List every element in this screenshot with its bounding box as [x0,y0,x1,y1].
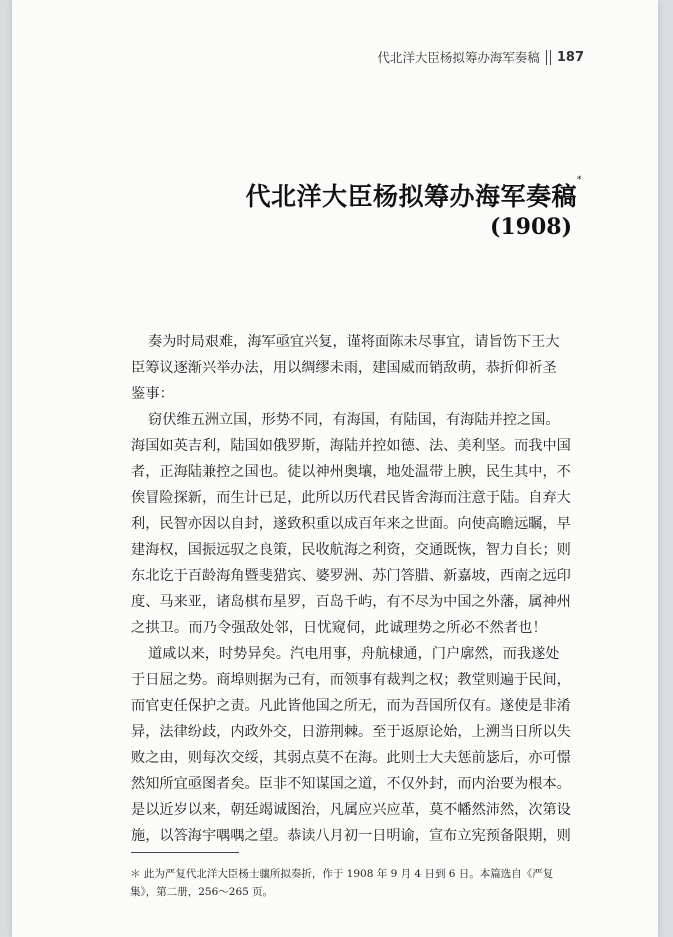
footnote-line: 集》，第二册，256～265 页。 [130,886,274,898]
article-title-text: 代北洋大臣杨拟筹办海军奏稿 [245,182,577,211]
header-divider [546,50,551,65]
body-line: 建海权，国振远驭之良策，民收航海之利资，交通既恢，智力自长；则 [131,542,571,558]
body-line: 者，正海陆兼控之国也。徒以神州奥壤，地处温带上腴，民生其中，不 [131,464,571,480]
document-page [12,0,658,937]
body-line: 利，民智亦因以自封，遂致积重以成百年来之世面。向使高瞻远瞩，早 [131,516,571,532]
body-line: 败之由，则每次交绥，其弱点莫不在海。此则士大夫惩前毖后，亦可憬 [131,750,571,766]
body-line: 而官吏任保护之责。凡此皆他国之所无，而为吾国所仅有。遂使是非淆 [131,698,571,714]
body-line: 道咸以来，时势异矣。汽电用事，舟航棣通，门户廓然，而我遂处 [148,646,560,662]
body-line: 然知所宜亟图者矣。臣非不知谋国之道，不仅外封，而内治要为根本。 [131,776,571,792]
footnote-marker: * [577,175,582,185]
body-line: 是以近岁以来，朝廷竭诚图治，凡属应兴应革，莫不幡然沛然，次第设 [131,802,571,818]
footnote-line: ＊ 此为严复代北洋大臣杨士骧所拟奏折，作于 1908 年 9 月 4 日到 6 日。本篇选自《严复 [130,868,554,880]
article-year: (1908) [489,214,572,240]
body-line: 窃伏维五洲立国，形势不同，有海国，有陆国，有海陆并控之国。 [148,412,560,428]
article-title [245,177,582,213]
body-line: 异，法律纷歧，内政外交，日游荆棘。至于返原论始，上溯当日所以失 [131,724,571,740]
body-line: 施，以答海宇喁喁之望。恭读八月初一日明谕，宣布立宪预备限期，则 [131,828,571,844]
body-line: 臣筹议逐渐兴举办法，用以绸缪未雨，建国威而销敌萌，恭折仰祈圣 [131,360,557,376]
body-line: 鉴事： [131,386,175,402]
body-line: 奏为时局艰难，海军亟宜兴复，谨将面陈未尽事宜，请旨饬下王大 [148,334,560,350]
running-header [377,48,584,66]
running-title: 代北洋大臣杨拟筹办海军奏稿 [377,50,540,65]
body-line: 之拱卫。而乃令强敌处邻，日忧窥伺，此诚理势之所必不然者也！ [131,620,547,636]
page-number: 187 [556,49,584,65]
body-line: 俟冒险探新，而生计已足，此所以历代君民皆舍海而注意于陆。自弃大 [131,490,571,506]
body-line: 度、马来亚，诸岛棋布星罗，百岛千屿，有不尽为中国之外藩，属神州 [131,594,571,610]
body-line: 东北讫于百龄海角暨斐猎宾、婆罗洲、苏门答腊、新嘉坡，西南之远印 [131,568,571,584]
body-line: 于日屈之势。商埠则据为己有，而领事有裁判之权；教堂则遍于民间， [131,672,571,688]
footnote-separator [131,852,239,853]
body-line: 海国如英吉利，陆国如俄罗斯，海陆并控如德、法、美利坚。而我中国 [131,438,571,454]
